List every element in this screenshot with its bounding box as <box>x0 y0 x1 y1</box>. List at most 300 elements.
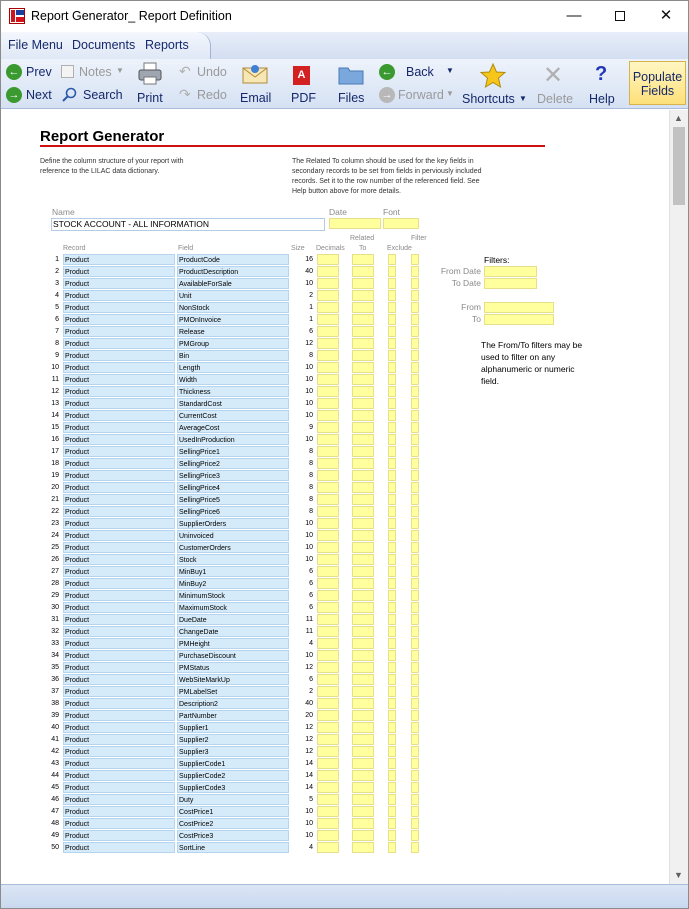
field-cell[interactable]: MinBuy2 <box>177 578 289 589</box>
shortcuts-button[interactable]: Shortcuts ▼ <box>461 61 527 105</box>
related-to-input[interactable] <box>352 278 374 289</box>
decimals-input[interactable] <box>317 350 339 361</box>
decimals-input[interactable] <box>317 314 339 325</box>
decimals-input[interactable] <box>317 650 339 661</box>
decimals-input[interactable] <box>317 758 339 769</box>
decimals-input[interactable] <box>317 506 339 517</box>
exclude-input[interactable] <box>388 650 396 661</box>
decimals-input[interactable] <box>317 362 339 373</box>
decimals-input[interactable] <box>317 842 339 853</box>
filter-input[interactable] <box>411 338 419 349</box>
exclude-input[interactable] <box>388 254 396 265</box>
related-to-input[interactable] <box>352 806 374 817</box>
exclude-input[interactable] <box>388 602 396 613</box>
related-to-input[interactable] <box>352 254 374 265</box>
filter-input[interactable] <box>411 494 419 505</box>
exclude-input[interactable] <box>388 566 396 577</box>
exclude-input[interactable] <box>388 290 396 301</box>
filter-input[interactable] <box>411 386 419 397</box>
filter-input[interactable] <box>411 446 419 457</box>
exclude-input[interactable] <box>388 830 396 841</box>
exclude-input[interactable] <box>388 662 396 673</box>
field-cell[interactable]: Stock <box>177 554 289 565</box>
date-input[interactable] <box>329 218 381 229</box>
filter-input[interactable] <box>411 674 419 685</box>
record-cell[interactable]: Product <box>63 326 175 337</box>
record-cell[interactable]: Product <box>63 470 175 481</box>
decimals-input[interactable] <box>317 770 339 781</box>
filter-input[interactable] <box>411 842 419 853</box>
filter-input[interactable] <box>411 350 419 361</box>
filter-input[interactable] <box>411 710 419 721</box>
filter-input[interactable] <box>411 746 419 757</box>
help-button[interactable]: ? Help <box>589 63 615 106</box>
field-cell[interactable]: Supplier1 <box>177 722 289 733</box>
filter-input[interactable] <box>411 410 419 421</box>
decimals-input[interactable] <box>317 566 339 577</box>
exclude-input[interactable] <box>388 722 396 733</box>
record-cell[interactable]: Product <box>63 602 175 613</box>
scrollbar-thumb[interactable] <box>673 127 685 205</box>
field-cell[interactable]: NonStock <box>177 302 289 313</box>
from-filter-input[interactable] <box>484 302 554 313</box>
exclude-input[interactable] <box>388 530 396 541</box>
scroll-down-icon[interactable]: ▼ <box>674 870 683 880</box>
related-to-input[interactable] <box>352 470 374 481</box>
decimals-input[interactable] <box>317 626 339 637</box>
decimals-input[interactable] <box>317 698 339 709</box>
field-cell[interactable]: Duty <box>177 794 289 805</box>
exclude-input[interactable] <box>388 422 396 433</box>
related-to-input[interactable] <box>352 326 374 337</box>
filter-input[interactable] <box>411 638 419 649</box>
decimals-input[interactable] <box>317 254 339 265</box>
record-cell[interactable]: Product <box>63 350 175 361</box>
decimals-input[interactable] <box>317 674 339 685</box>
exclude-input[interactable] <box>388 842 396 853</box>
field-cell[interactable]: PMOnInvoice <box>177 314 289 325</box>
filter-input[interactable] <box>411 506 419 517</box>
exclude-input[interactable] <box>388 266 396 277</box>
decimals-input[interactable] <box>317 542 339 553</box>
decimals-input[interactable] <box>317 686 339 697</box>
field-cell[interactable]: SellingPrice4 <box>177 482 289 493</box>
decimals-input[interactable] <box>317 458 339 469</box>
filter-input[interactable] <box>411 758 419 769</box>
decimals-input[interactable] <box>317 494 339 505</box>
decimals-input[interactable] <box>317 578 339 589</box>
filter-input[interactable] <box>411 794 419 805</box>
filter-input[interactable] <box>411 818 419 829</box>
decimals-input[interactable] <box>317 482 339 493</box>
related-to-input[interactable] <box>352 542 374 553</box>
exclude-input[interactable] <box>388 698 396 709</box>
field-cell[interactable]: DueDate <box>177 614 289 625</box>
field-cell[interactable]: Release <box>177 326 289 337</box>
record-cell[interactable]: Product <box>63 806 175 817</box>
font-input[interactable] <box>383 218 419 229</box>
to-filter-input[interactable] <box>484 314 554 325</box>
exclude-input[interactable] <box>388 314 396 325</box>
field-cell[interactable]: Uninvoiced <box>177 530 289 541</box>
record-cell[interactable]: Product <box>63 614 175 625</box>
minimize-button[interactable] <box>551 1 597 32</box>
record-cell[interactable]: Product <box>63 578 175 589</box>
field-cell[interactable]: ProductDescription <box>177 266 289 277</box>
field-cell[interactable]: SupplierCode2 <box>177 770 289 781</box>
filter-input[interactable] <box>411 650 419 661</box>
record-cell[interactable]: Product <box>63 746 175 757</box>
related-to-input[interactable] <box>352 458 374 469</box>
record-cell[interactable]: Product <box>63 734 175 745</box>
record-cell[interactable]: Product <box>63 710 175 721</box>
exclude-input[interactable] <box>388 638 396 649</box>
exclude-input[interactable] <box>388 794 396 805</box>
record-cell[interactable]: Product <box>63 566 175 577</box>
related-to-input[interactable] <box>352 782 374 793</box>
decimals-input[interactable] <box>317 290 339 301</box>
record-cell[interactable]: Product <box>63 410 175 421</box>
related-to-input[interactable] <box>352 506 374 517</box>
decimals-input[interactable] <box>317 326 339 337</box>
field-cell[interactable]: Thickness <box>177 386 289 397</box>
filter-input[interactable] <box>411 422 419 433</box>
decimals-input[interactable] <box>317 614 339 625</box>
record-cell[interactable]: Product <box>63 842 175 853</box>
filter-input[interactable] <box>411 686 419 697</box>
field-cell[interactable]: Unit <box>177 290 289 301</box>
exclude-input[interactable] <box>388 818 396 829</box>
exclude-input[interactable] <box>388 674 396 685</box>
record-cell[interactable]: Product <box>63 398 175 409</box>
decimals-input[interactable] <box>317 278 339 289</box>
exclude-input[interactable] <box>388 770 396 781</box>
exclude-input[interactable] <box>388 506 396 517</box>
filter-input[interactable] <box>411 782 419 793</box>
next-button[interactable]: → Next <box>5 86 53 104</box>
record-cell[interactable]: Product <box>63 362 175 373</box>
exclude-input[interactable] <box>388 806 396 817</box>
decimals-input[interactable] <box>317 302 339 313</box>
filter-input[interactable] <box>411 614 419 625</box>
record-cell[interactable]: Product <box>63 506 175 517</box>
exclude-input[interactable] <box>388 482 396 493</box>
related-to-input[interactable] <box>352 446 374 457</box>
filter-input[interactable] <box>411 362 419 373</box>
related-to-input[interactable] <box>352 434 374 445</box>
decimals-input[interactable] <box>317 386 339 397</box>
decimals-input[interactable] <box>317 470 339 481</box>
related-to-input[interactable] <box>352 314 374 325</box>
record-cell[interactable]: Product <box>63 722 175 733</box>
filter-input[interactable] <box>411 770 419 781</box>
filter-input[interactable] <box>411 734 419 745</box>
related-to-input[interactable] <box>352 746 374 757</box>
exclude-input[interactable] <box>388 350 396 361</box>
menu-file[interactable]: File Menu <box>8 38 63 52</box>
related-to-input[interactable] <box>352 638 374 649</box>
field-cell[interactable]: SellingPrice2 <box>177 458 289 469</box>
field-cell[interactable]: ChangeDate <box>177 626 289 637</box>
menu-reports[interactable]: Reports <box>145 38 189 52</box>
exclude-input[interactable] <box>388 410 396 421</box>
exclude-input[interactable] <box>388 590 396 601</box>
related-to-input[interactable] <box>352 398 374 409</box>
related-to-input[interactable] <box>352 626 374 637</box>
exclude-input[interactable] <box>388 362 396 373</box>
filter-input[interactable] <box>411 374 419 385</box>
field-cell[interactable]: Supplier2 <box>177 734 289 745</box>
exclude-input[interactable] <box>388 446 396 457</box>
related-to-input[interactable] <box>352 290 374 301</box>
populate-fields-button[interactable]: Populate Fields <box>629 61 686 105</box>
exclude-input[interactable] <box>388 458 396 469</box>
field-cell[interactable]: Supplier3 <box>177 746 289 757</box>
decimals-input[interactable] <box>317 782 339 793</box>
record-cell[interactable]: Product <box>63 554 175 565</box>
exclude-input[interactable] <box>388 782 396 793</box>
exclude-input[interactable] <box>388 278 396 289</box>
print-button[interactable]: Print <box>133 61 167 105</box>
field-cell[interactable]: PMStatus <box>177 662 289 673</box>
to-date-input[interactable] <box>484 278 537 289</box>
related-to-input[interactable] <box>352 494 374 505</box>
field-cell[interactable]: Length <box>177 362 289 373</box>
record-cell[interactable]: Product <box>63 770 175 781</box>
decimals-input[interactable] <box>317 518 339 529</box>
field-cell[interactable]: CostPrice2 <box>177 818 289 829</box>
related-to-input[interactable] <box>352 518 374 529</box>
exclude-input[interactable] <box>388 746 396 757</box>
email-button[interactable]: Email <box>237 61 273 105</box>
exclude-input[interactable] <box>388 374 396 385</box>
notes-button[interactable]: Notes ▼ <box>59 63 125 81</box>
decimals-input[interactable] <box>317 374 339 385</box>
record-cell[interactable]: Product <box>63 638 175 649</box>
decimals-input[interactable] <box>317 830 339 841</box>
exclude-input[interactable] <box>388 554 396 565</box>
related-to-input[interactable] <box>352 374 374 385</box>
related-to-input[interactable] <box>352 362 374 373</box>
menu-documents[interactable]: Documents <box>72 38 136 52</box>
filter-input[interactable] <box>411 722 419 733</box>
related-to-input[interactable] <box>352 614 374 625</box>
record-cell[interactable]: Product <box>63 254 175 265</box>
decimals-input[interactable] <box>317 410 339 421</box>
field-cell[interactable]: CostPrice1 <box>177 806 289 817</box>
related-to-input[interactable] <box>352 662 374 673</box>
field-cell[interactable]: Width <box>177 374 289 385</box>
field-cell[interactable]: CurrentCost <box>177 410 289 421</box>
field-cell[interactable]: MaximumStock <box>177 602 289 613</box>
filter-input[interactable] <box>411 314 419 325</box>
filter-input[interactable] <box>411 254 419 265</box>
record-cell[interactable]: Product <box>63 290 175 301</box>
field-cell[interactable]: CustomerOrders <box>177 542 289 553</box>
record-cell[interactable]: Product <box>63 482 175 493</box>
field-cell[interactable]: SellingPrice5 <box>177 494 289 505</box>
undo-button[interactable]: ↶ Undo <box>179 63 227 79</box>
filter-input[interactable] <box>411 434 419 445</box>
record-cell[interactable]: Product <box>63 494 175 505</box>
exclude-input[interactable] <box>388 470 396 481</box>
filter-input[interactable] <box>411 662 419 673</box>
forward-button[interactable]: → Forward ▼ <box>378 86 456 104</box>
record-cell[interactable]: Product <box>63 278 175 289</box>
exclude-input[interactable] <box>388 542 396 553</box>
related-to-input[interactable] <box>352 842 374 853</box>
back-button[interactable]: ← Back ▼ <box>378 63 456 81</box>
record-cell[interactable]: Product <box>63 518 175 529</box>
related-to-input[interactable] <box>352 722 374 733</box>
exclude-input[interactable] <box>388 338 396 349</box>
filter-input[interactable] <box>411 602 419 613</box>
related-to-input[interactable] <box>352 482 374 493</box>
decimals-input[interactable] <box>317 434 339 445</box>
pdf-button[interactable]: A PDF <box>287 61 317 105</box>
related-to-input[interactable] <box>352 530 374 541</box>
record-cell[interactable]: Product <box>63 446 175 457</box>
related-to-input[interactable] <box>352 794 374 805</box>
delete-button[interactable]: ✕ Delete <box>537 62 574 106</box>
field-cell[interactable]: PMLabelSet <box>177 686 289 697</box>
filter-input[interactable] <box>411 470 419 481</box>
field-cell[interactable]: PartNumber <box>177 710 289 721</box>
related-to-input[interactable] <box>352 710 374 721</box>
record-cell[interactable]: Product <box>63 338 175 349</box>
field-cell[interactable]: PMGroup <box>177 338 289 349</box>
field-cell[interactable]: PurchaseDiscount <box>177 650 289 661</box>
decimals-input[interactable] <box>317 746 339 757</box>
decimals-input[interactable] <box>317 710 339 721</box>
exclude-input[interactable] <box>388 326 396 337</box>
exclude-input[interactable] <box>388 302 396 313</box>
exclude-input[interactable] <box>388 710 396 721</box>
maximize-button[interactable] <box>597 1 643 32</box>
record-cell[interactable]: Product <box>63 662 175 673</box>
filter-input[interactable] <box>411 458 419 469</box>
filter-input[interactable] <box>411 290 419 301</box>
filter-input[interactable] <box>411 278 419 289</box>
decimals-input[interactable] <box>317 638 339 649</box>
record-cell[interactable]: Product <box>63 302 175 313</box>
filter-input[interactable] <box>411 326 419 337</box>
prev-button[interactable]: ← Prev <box>5 63 53 81</box>
from-date-input[interactable] <box>484 266 537 277</box>
decimals-input[interactable] <box>317 734 339 745</box>
field-cell[interactable]: WebSiteMarkUp <box>177 674 289 685</box>
record-cell[interactable]: Product <box>63 458 175 469</box>
field-cell[interactable]: PMHeight <box>177 638 289 649</box>
field-cell[interactable]: SellingPrice1 <box>177 446 289 457</box>
field-cell[interactable]: MinBuy1 <box>177 566 289 577</box>
related-to-input[interactable] <box>352 410 374 421</box>
record-cell[interactable]: Product <box>63 626 175 637</box>
record-cell[interactable]: Product <box>63 422 175 433</box>
field-cell[interactable]: SupplierOrders <box>177 518 289 529</box>
decimals-input[interactable] <box>317 530 339 541</box>
exclude-input[interactable] <box>388 578 396 589</box>
record-cell[interactable]: Product <box>63 698 175 709</box>
record-cell[interactable]: Product <box>63 782 175 793</box>
related-to-input[interactable] <box>352 830 374 841</box>
related-to-input[interactable] <box>352 578 374 589</box>
record-cell[interactable]: Product <box>63 314 175 325</box>
decimals-input[interactable] <box>317 602 339 613</box>
decimals-input[interactable] <box>317 422 339 433</box>
related-to-input[interactable] <box>352 554 374 565</box>
field-cell[interactable]: CostPrice3 <box>177 830 289 841</box>
exclude-input[interactable] <box>388 758 396 769</box>
filter-input[interactable] <box>411 398 419 409</box>
record-cell[interactable]: Product <box>63 758 175 769</box>
field-cell[interactable]: SupplierCode1 <box>177 758 289 769</box>
exclude-input[interactable] <box>388 398 396 409</box>
related-to-input[interactable] <box>352 734 374 745</box>
decimals-input[interactable] <box>317 338 339 349</box>
related-to-input[interactable] <box>352 686 374 697</box>
record-cell[interactable]: Product <box>63 590 175 601</box>
record-cell[interactable]: Product <box>63 266 175 277</box>
exclude-input[interactable] <box>388 734 396 745</box>
filter-input[interactable] <box>411 302 419 313</box>
decimals-input[interactable] <box>317 722 339 733</box>
files-button[interactable]: Files <box>335 61 367 105</box>
record-cell[interactable]: Product <box>63 794 175 805</box>
exclude-input[interactable] <box>388 614 396 625</box>
record-cell[interactable]: Product <box>63 818 175 829</box>
related-to-input[interactable] <box>352 758 374 769</box>
search-button[interactable]: Search <box>59 86 125 104</box>
record-cell[interactable]: Product <box>63 374 175 385</box>
related-to-input[interactable] <box>352 566 374 577</box>
related-to-input[interactable] <box>352 770 374 781</box>
field-cell[interactable]: SortLine <box>177 842 289 853</box>
field-cell[interactable]: UsedInProduction <box>177 434 289 445</box>
related-to-input[interactable] <box>352 674 374 685</box>
decimals-input[interactable] <box>317 398 339 409</box>
decimals-input[interactable] <box>317 818 339 829</box>
related-to-input[interactable] <box>352 590 374 601</box>
filter-input[interactable] <box>411 518 419 529</box>
filter-input[interactable] <box>411 482 419 493</box>
scroll-up-icon[interactable]: ▲ <box>674 113 683 123</box>
vertical-scrollbar[interactable] <box>669 110 688 884</box>
field-cell[interactable]: Description2 <box>177 698 289 709</box>
field-cell[interactable]: Bin <box>177 350 289 361</box>
filter-input[interactable] <box>411 530 419 541</box>
decimals-input[interactable] <box>317 554 339 565</box>
related-to-input[interactable] <box>352 302 374 313</box>
record-cell[interactable]: Product <box>63 530 175 541</box>
exclude-input[interactable] <box>388 494 396 505</box>
decimals-input[interactable] <box>317 662 339 673</box>
filter-input[interactable] <box>411 806 419 817</box>
filter-input[interactable] <box>411 830 419 841</box>
related-to-input[interactable] <box>352 818 374 829</box>
decimals-input[interactable] <box>317 806 339 817</box>
filter-input[interactable] <box>411 698 419 709</box>
filter-input[interactable] <box>411 554 419 565</box>
exclude-input[interactable] <box>388 518 396 529</box>
field-cell[interactable]: AvailableForSale <box>177 278 289 289</box>
related-to-input[interactable] <box>352 650 374 661</box>
exclude-input[interactable] <box>388 386 396 397</box>
exclude-input[interactable] <box>388 686 396 697</box>
record-cell[interactable]: Product <box>63 434 175 445</box>
decimals-input[interactable] <box>317 794 339 805</box>
exclude-input[interactable] <box>388 626 396 637</box>
